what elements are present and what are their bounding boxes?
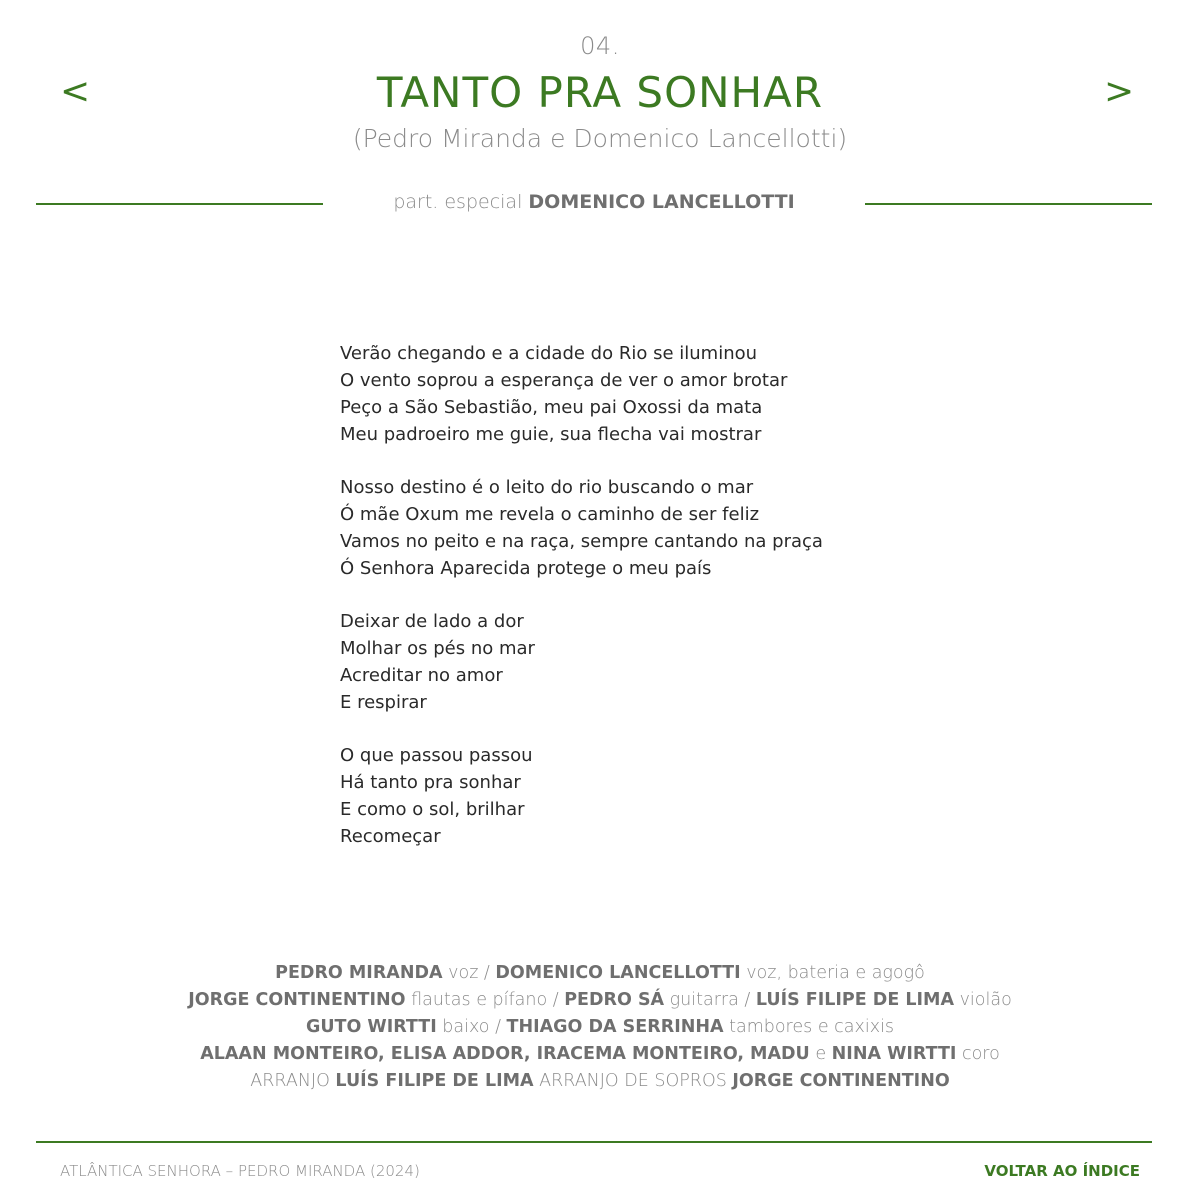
lyrics-line: E respirar: [340, 692, 427, 713]
footer-divider: [36, 1141, 1152, 1143]
credit-role: voz, bateria e agogô: [740, 963, 925, 983]
credit-name: JORGE CONTINENTINO: [188, 990, 406, 1010]
credit-name: THIAGO DA SERRINHA: [506, 1017, 724, 1037]
lyrics-line: Molhar os pés no mar: [340, 638, 535, 659]
credit-name: JORGE CONTINENTINO: [732, 1071, 950, 1091]
divider-left: [36, 203, 323, 205]
lyrics-line: Nosso destino é o leito do rio buscando o mar: [340, 477, 754, 498]
credit-role: ARRANJO: [250, 1071, 336, 1091]
lyrics-line: Acreditar no amor: [340, 665, 503, 686]
lyrics-line: Recomeçar: [340, 826, 441, 847]
credit-role: guitarra /: [664, 990, 756, 1010]
composers: (Pedro Miranda e Domenico Lancellotti): [352, 124, 848, 153]
credit-role: violão: [954, 990, 1012, 1010]
special-participation: [323, 191, 865, 213]
lyrics-line: Verão chegando e a cidade do Rio se iluminou: [340, 343, 758, 364]
credit-line: [0, 960, 1200, 987]
lyrics-line: Peço a São Sebastião, meu pai Oxossi da mata: [340, 397, 763, 418]
credit-role: voz /: [442, 963, 496, 983]
lyrics-line: O vento soprou a esperança de ver o amor brotar: [340, 370, 788, 391]
credits: [0, 960, 1200, 1095]
lyrics-stanza: [340, 474, 900, 582]
lyrics-line: Vamos no peito e na raça, sempre cantando na praça: [340, 531, 823, 552]
lyrics-line: Há tanto pra sonhar: [340, 772, 521, 793]
credit-name: PEDRO SÁ: [564, 990, 665, 1010]
credit-line: [0, 987, 1200, 1014]
track-number: 04.: [580, 32, 620, 60]
back-to-index-link[interactable]: VOLTAR AO ÍNDICE: [984, 1162, 1140, 1180]
special-guest-name: DOMENICO LANCELLOTTI: [528, 191, 795, 213]
lyrics-stanza: [340, 742, 900, 850]
lyrics-stanza: [340, 608, 900, 716]
credit-name: LUÍS FILIPE DE LIMA: [335, 1071, 534, 1091]
lyrics-line: E como o sol, brilhar: [340, 799, 525, 820]
lyrics-stanza: [340, 340, 900, 448]
credit-role: coro: [956, 1044, 1000, 1064]
song-title: TANTO PRA SONHAR: [376, 68, 824, 117]
lyrics-line: Deixar de lado a dor: [340, 611, 524, 632]
album-credit: ATLÂNTICA SENHORA – PEDRO MIRANDA (2024): [60, 1162, 420, 1180]
previous-track-button[interactable]: <: [60, 71, 91, 112]
lyrics-line: O que passou passou: [340, 745, 533, 766]
credit-name: GUTO WIRTTI: [305, 1017, 437, 1037]
credit-role: flautas e pífano /: [405, 990, 565, 1010]
credit-role: ARRANJO DE SOPROS: [533, 1071, 733, 1091]
credit-role: tambores e caxixis: [723, 1017, 895, 1037]
credit-role: e: [809, 1044, 832, 1064]
lyrics: [340, 340, 900, 876]
divider-right: [865, 203, 1152, 205]
next-track-button[interactable]: >: [1104, 71, 1135, 112]
special-prefix: part. especial: [393, 191, 523, 213]
credit-name: PEDRO MIRANDA: [275, 963, 443, 983]
credit-line: [0, 1014, 1200, 1041]
credit-line: [0, 1068, 1200, 1095]
credit-name: NINA WIRTTI: [831, 1044, 957, 1064]
credit-name: LUÍS FILIPE DE LIMA: [755, 990, 954, 1010]
credit-name: ALAAN MONTEIRO, ELISA ADDOR, IRACEMA MONTEIRO, MADU: [200, 1044, 810, 1064]
lyrics-line: Ó mãe Oxum me revela o caminho de ser feliz: [340, 504, 760, 525]
credit-name: DOMENICO LANCELLOTTI: [495, 963, 741, 983]
lyrics-line: Ó Senhora Aparecida protege o meu país: [340, 558, 712, 579]
lyrics-line: Meu padroeiro me guie, sua flecha vai mostrar: [340, 424, 762, 445]
credit-role: baixo /: [436, 1017, 507, 1037]
credit-line: [0, 1041, 1200, 1068]
